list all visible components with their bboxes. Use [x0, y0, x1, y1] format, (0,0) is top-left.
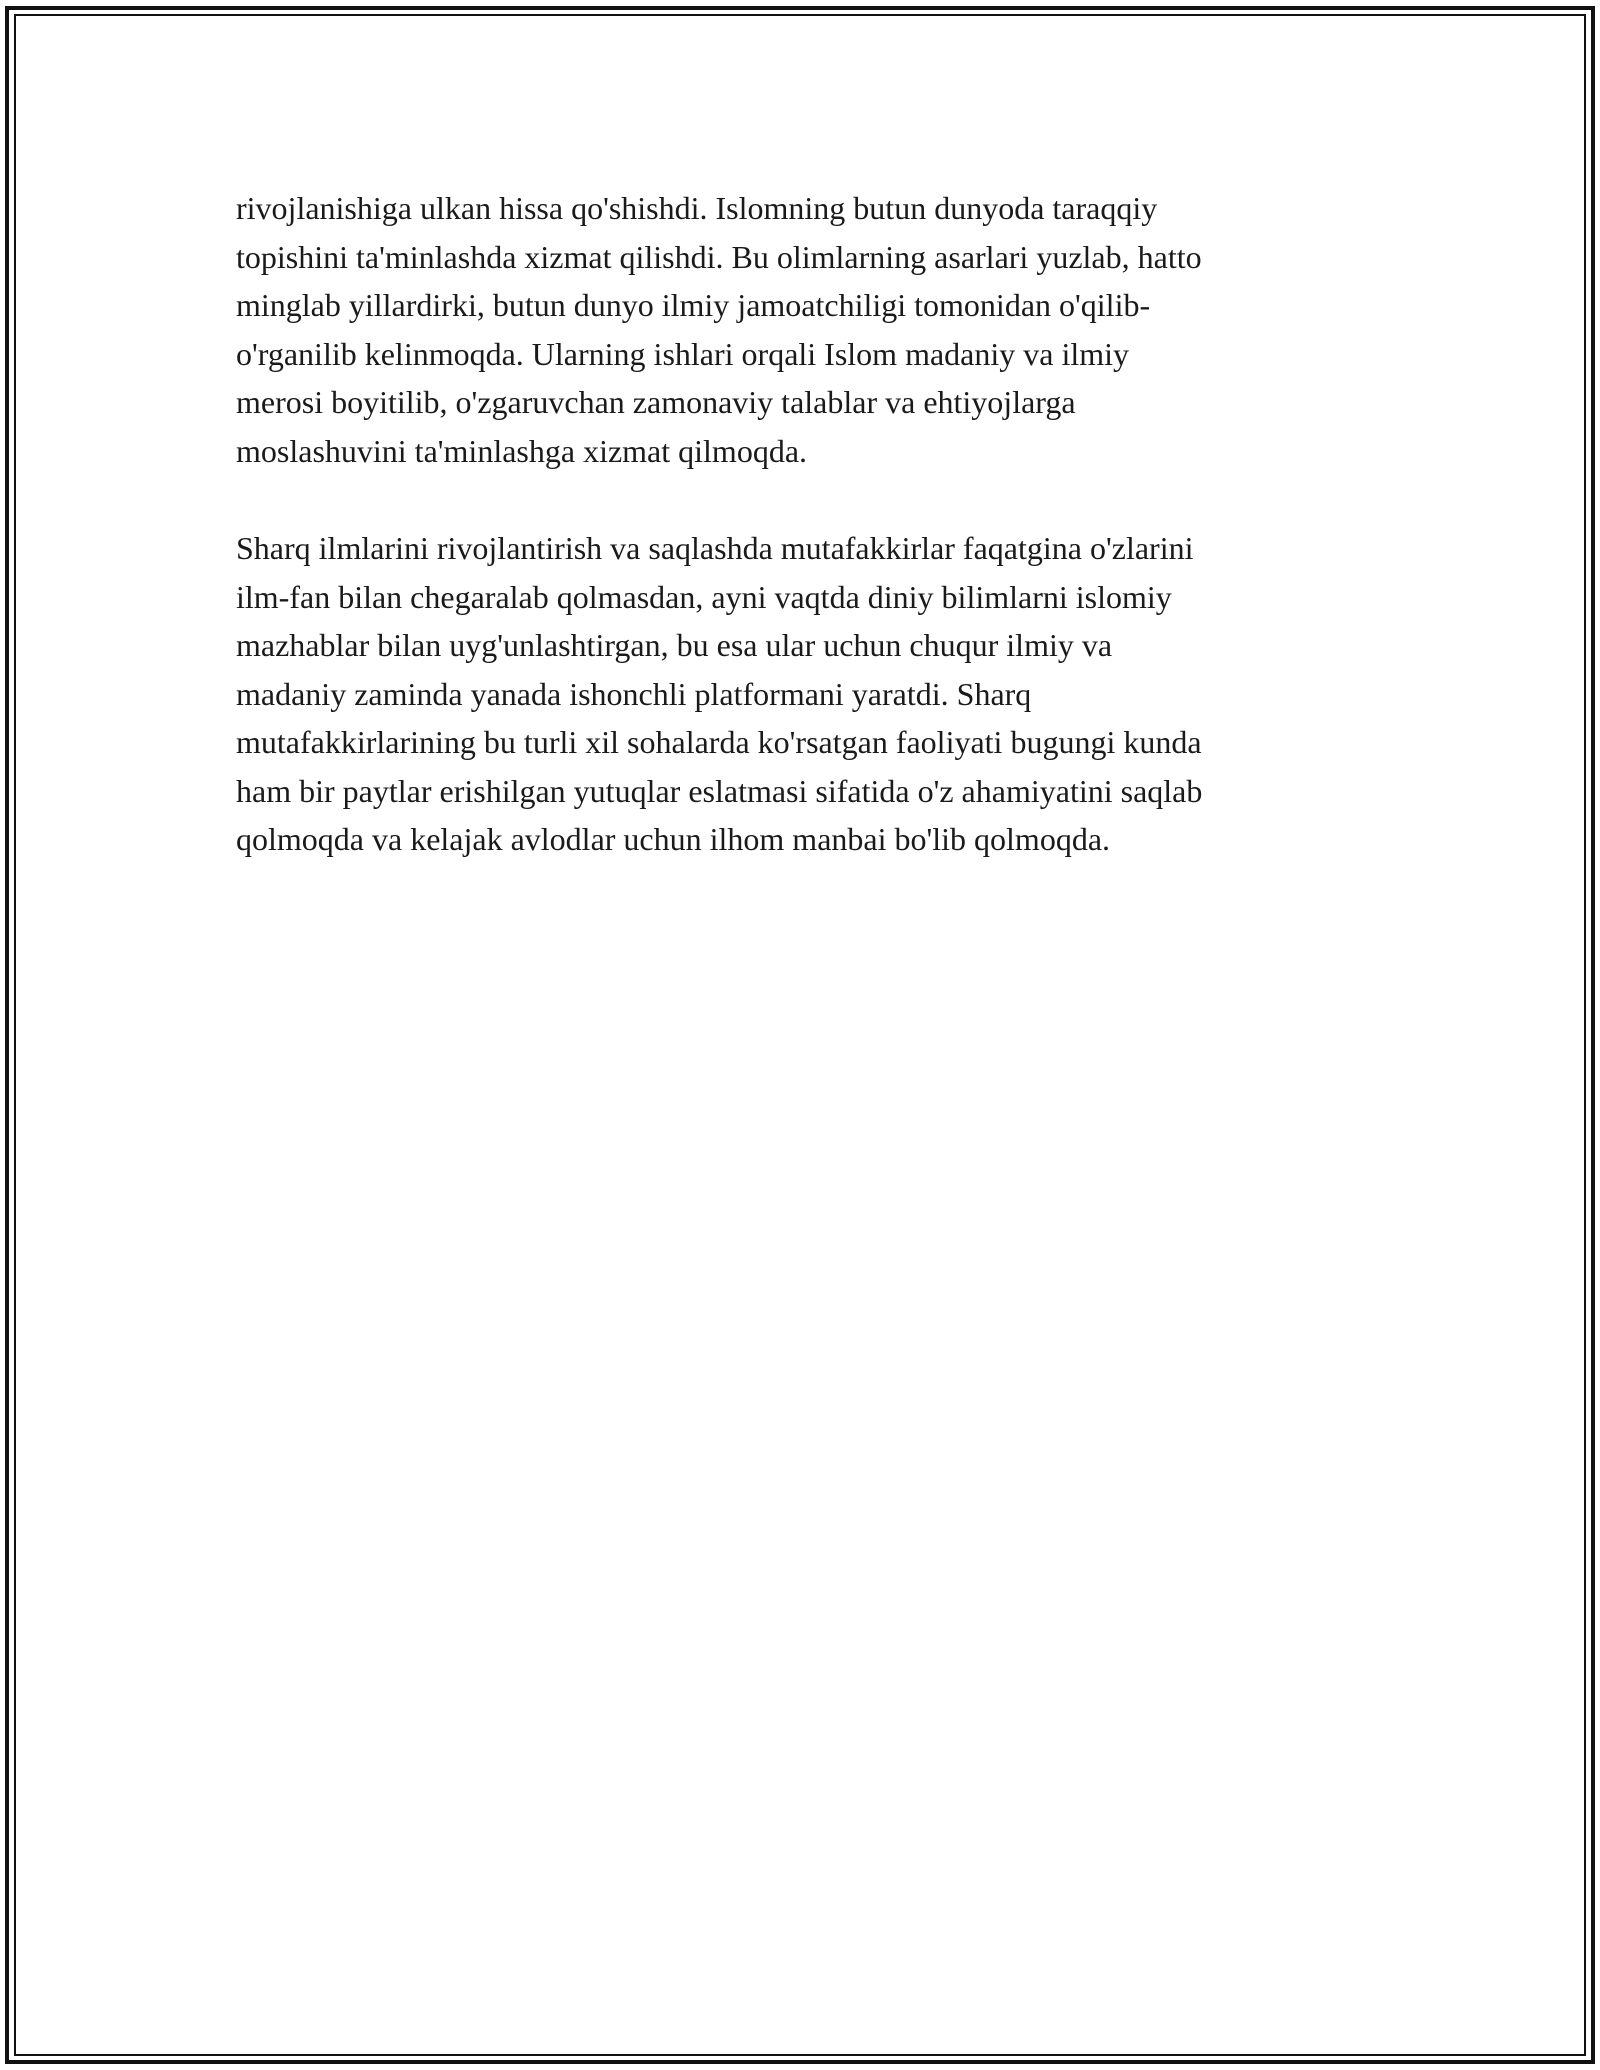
- document-body: [236, 184, 1356, 913]
- paragraph-1: rivojlanishiga ulkan hissa qo'shishdi. Islomning butun dunyoda taraqqiy topishini ta'minlashda xizmat qilishdi. Bu olimlarning asarlari yuzlab, hatto minglab yillardirki, butun dunyo ilmiy jamoatchiligi tomonidan o'qilib- o'rganilib kelinmoqda. Ularning ishlari orqali Islom madaniy va ilmiy merosi boyitilib, o'zgaruvchan zamonaviy talablar va ehtiyojlarga moslashuvini ta'minlashga xizmat qilmoqda.: [236, 190, 1202, 469]
- paragraph-2: Sharq ilmlarini rivojlantirish va saqlashda mutafakkirlar faqatgina o'zlarini ilm-fan bilan chegaralab qolmasdan, ayni vaqtda diniy bilimlarni islomiy mazhablar bilan uyg'unlashtirgan, bu esa ular uchun chuqur ilmiy va madaniy zaminda yanada ishonchli platformani yaratdi. Sharq mutafakkirlarining bu turli xil sohalarda ko'rsatgan faoliyati bugungi kunda ham bir paytlar erishilgan yutuqlar eslatmasi sifatida o'z ahamiyatini saqlab qolmoqda va kelajak avlodlar uchun ilhom manbai bo'lib qolmoqda.: [236, 530, 1203, 857]
